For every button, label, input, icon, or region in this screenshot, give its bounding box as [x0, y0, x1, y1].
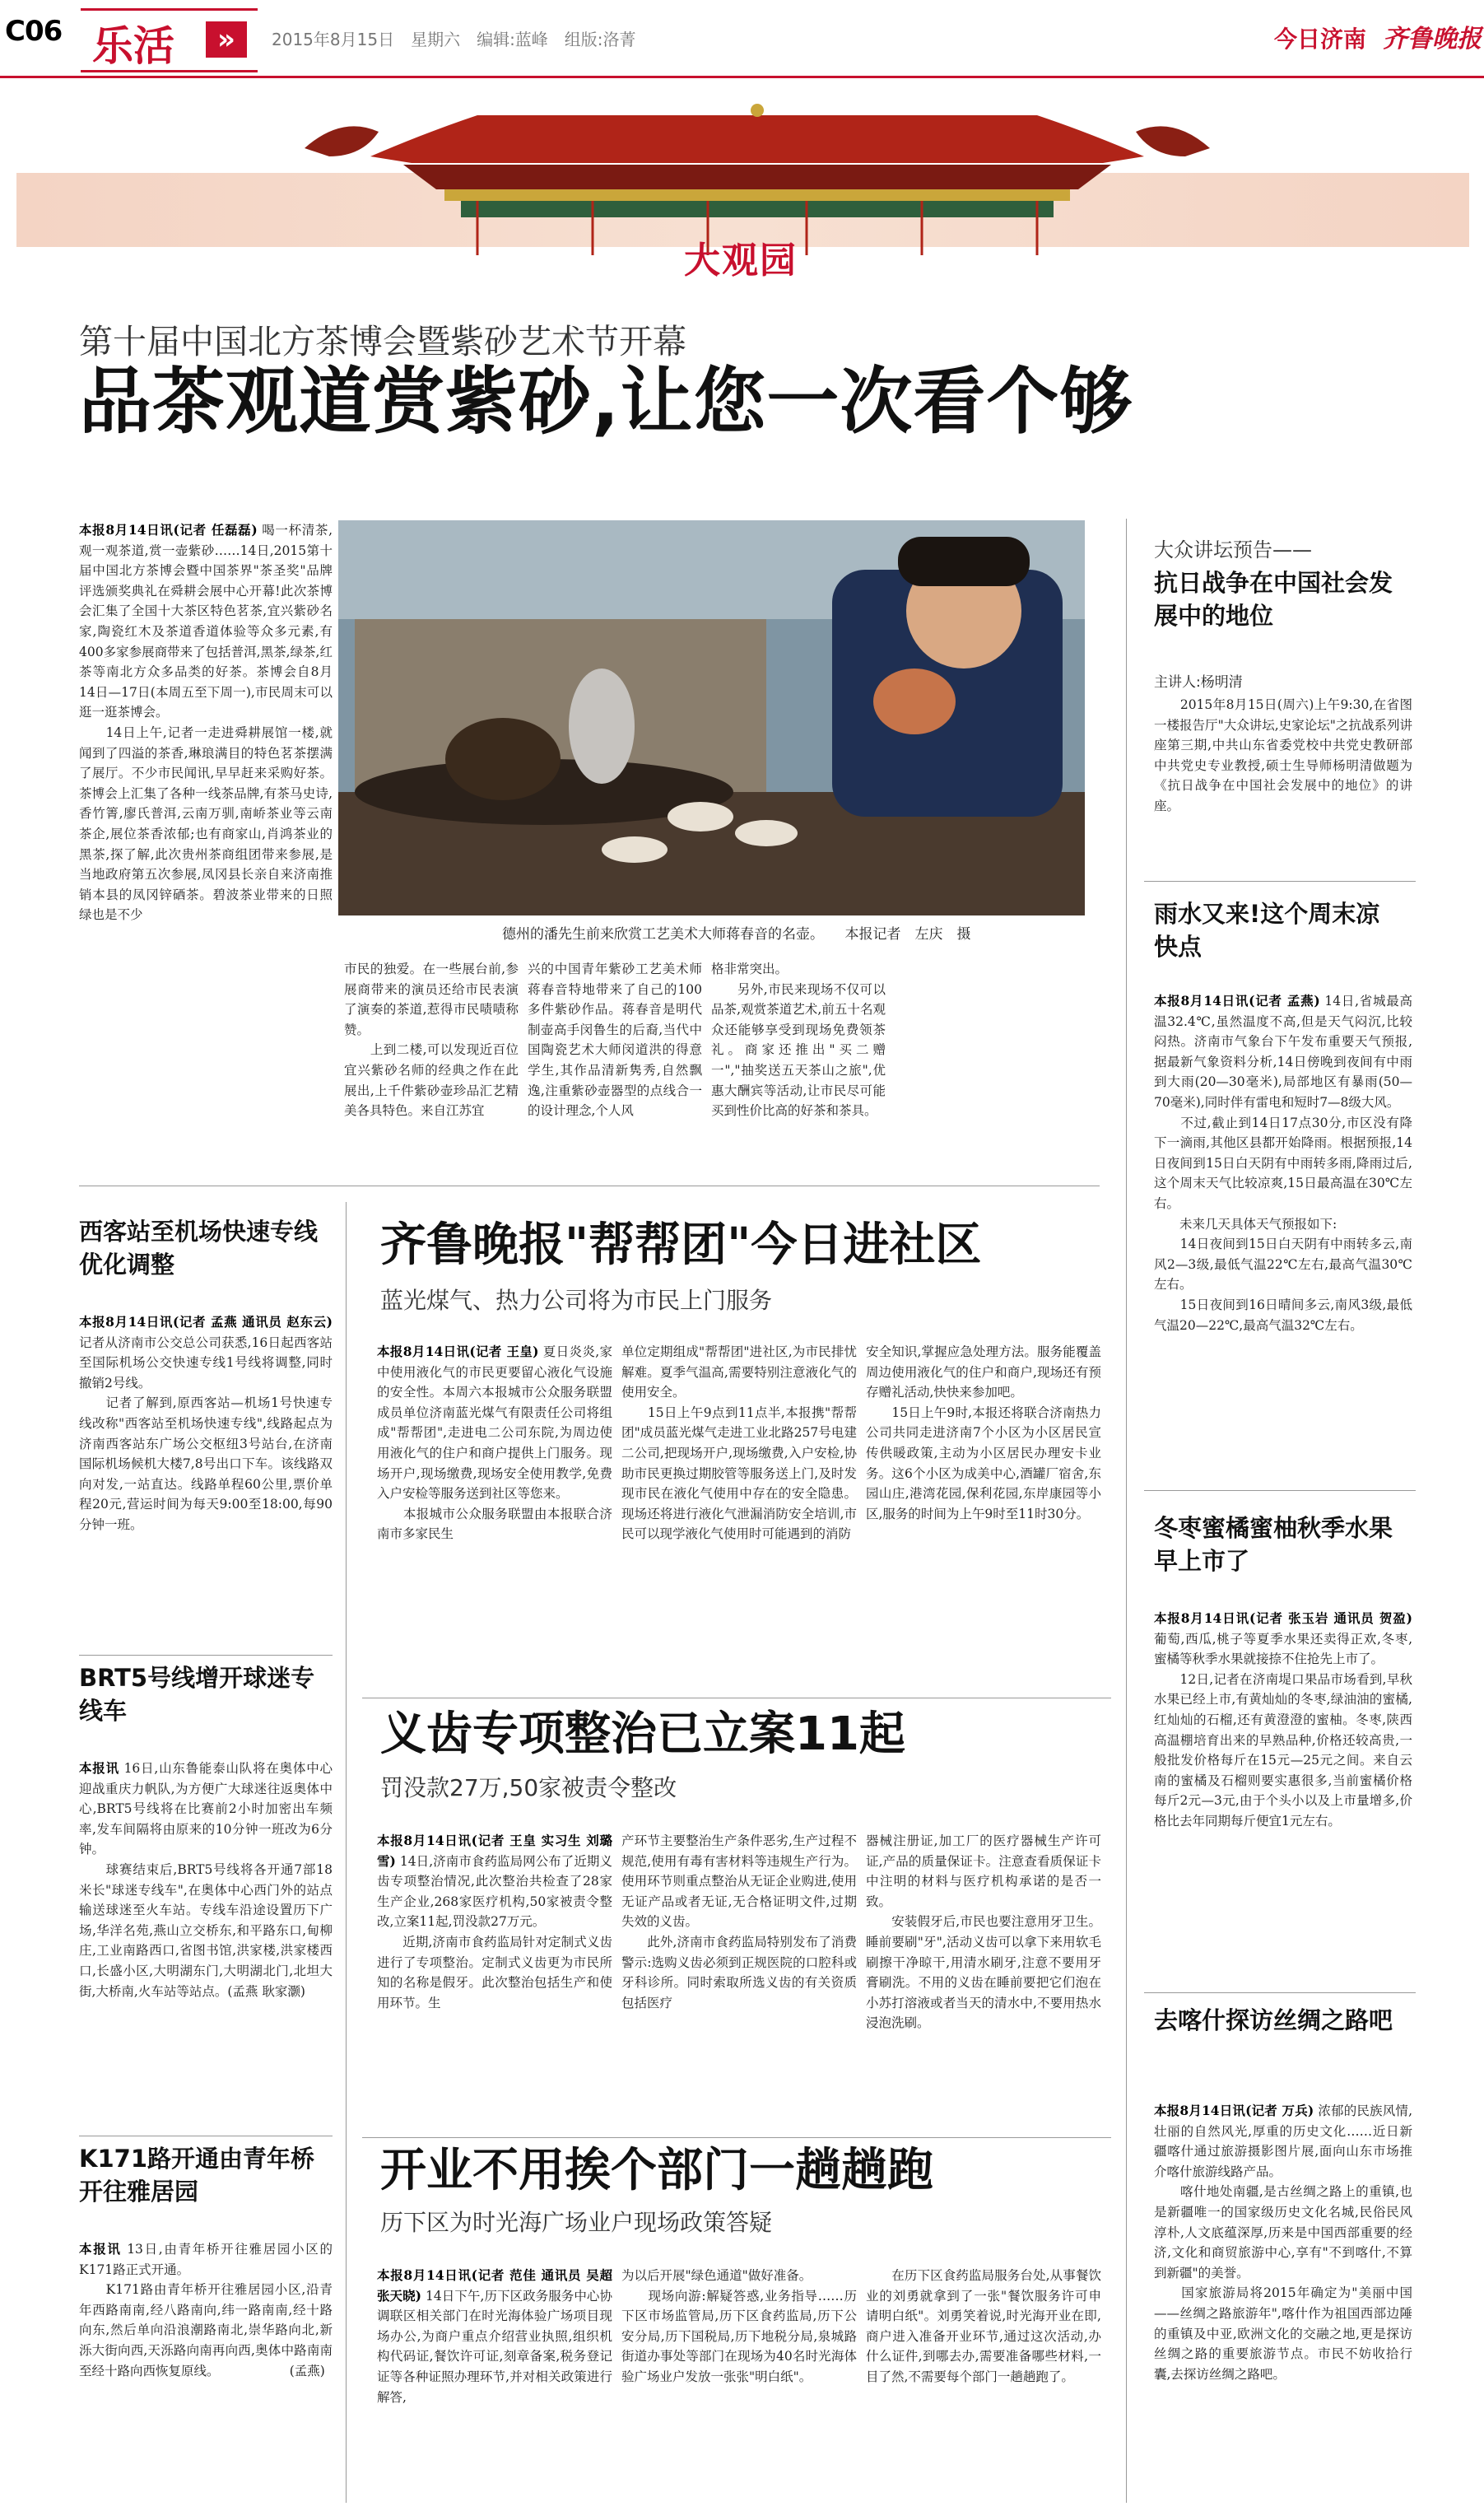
lecture-speaker: 主讲人:杨明清: [1154, 674, 1243, 691]
issue-meta: 2015年8月15日 星期六 编辑:蓝峰 组版:洛菁: [272, 30, 636, 49]
section-name: 乐活: [92, 22, 174, 70]
denture-headline: 义齿专项整治已立案11起: [380, 1707, 905, 1761]
rain-body: 本报8月14日讯(记者 孟燕) 14日,省城最高温32.4℃,虽然温度不高,但是天气闷沉,比较闷热。济南市气象台下午发布重要天气预报,据最新气象资料分析,14日傍晚到夜间有中雨到大雨(20—30毫米),局部地区有暴雨(50—70毫米),同时伴有雷电和短时7—8级大风。 不过,截止到14日17点30分,市区没有降下一滴雨,其他区县都开始降雨。根据预报,14日夜间到15日白天阴有中雨转多雨,降雨过后,这个周末天气比较凉爽,15日最高温在30℃左右。 未来几天具体天气预报如下: 14日夜间到15日白天阴有中雨转多云,南风2—3级,最低气温22℃左右,最高气温30℃左右。 15日夜间到16日晴间多云,南风3级,最低气温20—22℃,最高气温32℃左右。: [1154, 993, 1412, 1333]
bus3-headline: K171路开通由青年桥开往雅居园: [79, 2145, 315, 2206]
kashgar-headline: 去喀什探访丝绸之路吧: [1154, 2006, 1393, 2034]
section-chevron-icon: »: [206, 21, 247, 58]
bangbang-col2: 单位定期组成"帮帮团"进社区,为市民排忧解难。夏季气温高,需要特别注意液化气的使用安全。 15日上午9点到11点半,本报携"帮帮团"成员蓝光煤气走进工业北路257号电建二公司,把现场开户,现场缴费,入户安检,协助市民更换过期胶管等服务送上门,及时发现市民在液化气使用中存在的安全隐患。现场还将进行液化气泄漏消防安全培训,市民可以现学液化气使用时可能遇到的消防: [621, 1344, 857, 1542]
lead-kicker: 第十届中国北方茶博会暨紫砂艺术节开幕: [79, 322, 686, 361]
bus3-body: 本报讯 13日,由青年桥开往雅居园小区的K171路正式开通。 K171路由青年桥开往雅居园小区,沿青年西路南南,经八路南向,纬一路南南,经十路向东,然后单向沿浪潮路南北,崇华路向北,新泺大街向西,天泺路向南再向西,奥体中路南南至经十路向西恢复原线。 (孟燕): [79, 2241, 333, 2378]
masthead-rule: [0, 76, 1484, 78]
lecture-headline: 抗日战争在中国社会发展中的地位: [1154, 569, 1393, 630]
tea-photo-illustration: [338, 520, 1085, 915]
business-col1: 本报8月14日讯(记者 范佳 通讯员 吴超 张天晓) 14日下午,历下区政务服务中心协调联区相关部门在时光海体验广场项目现场办公,为商户重点介绍营业执照,组织机构代码证,餐饮许可证,刻章备案,税务登记证等各种证照办理环节,并对相关政策进行解答,: [377, 2267, 612, 2405]
banner-title: 大观园: [684, 240, 798, 282]
brand-jinan: 今日济南: [1274, 26, 1367, 53]
lead-col3: 兴的中国青年紫砂工艺美术师蒋春音特地带来了自己的100多件紫砂作品。蒋春音是明代制壶高手闵鲁生的后裔,当代中国陶瓷艺术大师闵道洪的得意学生,其作品清新隽秀,自然飘逸,注重紫砂壶器型的点线合一的设计理念,个人风: [528, 962, 702, 1119]
fruit-body: 本报8月14日讯(记者 张玉岩 通讯员 贺盈) 葡萄,西瓜,桃子等夏季水果还卖得正欢,冬枣,蜜橘等秋季水果就接捺不住抢先上市了。 12日,记者在济南堤口果品市场看到,早秋水果已经上市,有黄灿灿的冬枣,绿油油的蜜橘,红灿灿的石榴,还有黄澄澄的蜜柚。冬枣,陕西高温棚培育出来的早熟品种,价格还较高贵,一般批发价格每斤在15元—25元之间。来自云南的蜜橘及石榴则要实惠很多,当前蜜橘价格每斤2元—3元,由于个头小以及上市量增多,价格比去年同期每斤便宜1元左右。: [1154, 1610, 1412, 1829]
rain-rule: [1144, 1490, 1416, 1491]
bangbang-headline: 齐鲁晚报"帮帮团"今日进社区: [380, 1218, 982, 1272]
bus1-rule: [79, 1655, 333, 1656]
fruit-rule: [1144, 1992, 1416, 1993]
lead-headline: 品茶观道赏紫砂,让您一次看个够: [79, 359, 1133, 444]
lead-photo[interactable]: [338, 520, 1085, 915]
denture-rule: [362, 2137, 1111, 2138]
kashgar-body: 本报8月14日讯(记者 万兵) 浓郁的民族风情,壮丽的自然风光,厚重的历史文化……近日新疆喀什通过旅游摄影图片展,面向山东市场推介喀什旅游线路产品。 喀什地处南疆,是古丝绸之路上的重镇,也是新疆唯一的国家级历史文化名城,民俗民风淳朴,人文底蕴深厚,历来是中国西部重要的经济,文化和商贸旅游中心,享有"不到喀什,不算到新疆"的美誉。 国家旅游局将2015年确定为"美丽中国——丝绸之路旅游年",喀什作为祖国西部边陲的重镇及中亚,欧洲文化的交融之地,更是探访丝绸之路的重要旅游节点。市民不妨收拾行囊,去探访丝绸之路吧。: [1154, 2103, 1412, 2382]
column-divider-left: [346, 1202, 347, 2503]
lead-photo-caption: 德州的潘先生前来欣赏工艺美术大师蒋春音的名壶。 本报记者 左庆 摄: [502, 926, 971, 943]
business-headline: 开业不用挨个部门一趟趟跑: [380, 2144, 933, 2197]
denture-col1: 本报8月14日讯(记者 王皇 实习生 刘璐雪) 14日,济南市食药监局网公布了近期义齿专项整治情况,此次整治共检查了28家生产企业,268家医疗机构,50家被责令整改,立案11起,罚没款27万元。 近期,济南市食药监局针对定制式义齿进行了专项整治。定制式义齿更为市民所知的名称是假牙。此次整治包括生产和使用环节。生: [377, 1833, 612, 2010]
page-number: C06: [5, 15, 63, 48]
lead-col2: 市民的独爱。在一些展台前,参展商带来的演员还给市民表演了演奏的茶道,惹得市民啧啧称赞。 上到二楼,可以发现近百位宜兴紫砂名师的经典之作在此展出,上千件紫砂壶珍品汇艺精美各具特色。来自江苏宜: [344, 962, 519, 1119]
denture-subhead: 罚没款27万,50家被责令整改: [380, 1774, 677, 1801]
bus2-headline: BRT5号线增开球迷专线车: [79, 1664, 315, 1725]
business-subhead: 历下区为时光海广场业户现场政策答疑: [380, 2209, 773, 2236]
lecture-body: 2015年8月15日(周六)上午9:30,在省图一楼报告厅"大众讲坛,史家论坛"之抗战系列讲座第三期,中共山东省委党校中共党史教研部中共党史专业教授,硕士生导师杨明清做题为《抗日战争在中国社会发展中的地位》的讲座。: [1154, 697, 1412, 813]
denture-col3: 器械注册证,加工厂的医疗器械生产许可证,产品的质量保证卡。注意查看质保证卡中注明的材料与医疗机构承诺的是否一致。 安装假牙后,市民也要注意用牙卫生。睡前要刷"牙",活动义齿可以拿下来用软毛刷擦干净晾干,用清水刷牙,注意不要用牙膏刷洗。不用的义齿在睡前要把它们泡在小苏打溶液或者当天的清水中,不要用热水浸泡洗刷。: [866, 1833, 1101, 2031]
fruit-headline: 冬枣蜜橘蜜柚秋季水果早上市了: [1154, 1514, 1393, 1575]
lead-col4: 格非常突出。 另外,市民来现场不仅可以品茶,观赏茶道艺术,前五十名观众还能够享受到现场免费领茶礼。商家还推出"买二赠一","抽奖送五天茶山之旅",优惠大酬宾等活动,让市民尽可能买到性价比高的好茶和茶具。: [711, 962, 886, 1119]
bangbang-subhead: 蓝光煤气、热力公司将为市民上门服务: [380, 1287, 773, 1314]
bus1-headline: 西客站至机场快速专线优化调整: [79, 1218, 319, 1279]
column-divider-right: [1126, 519, 1127, 2503]
lead-col1: 本报8月14日讯(记者 任磊磊) 喝一杯清茶,观一观茶道,赏一壶紫砂……14日,2015第十届中国北方茶博会暨中国茶界"茶圣奖"品牌评选颁奖典礼在舜耕会展中心开幕!此次茶博会汇集了全国十大茶区特色茗茶,宜兴紫砂名家,陶瓷红木及茶道香道体验等众多元素,有400多家参展商带来了包括普洱,黑茶,绿茶,红茶等南北方众多品类的好茶。茶博会自8月14日—17日(本周五至下周一),市民周末可以逛一逛茶博会。 14日上午,记者一走进舜耕展馆一楼,就闻到了四溢的茶香,琳琅满目的特色茗茶摆满了展厅。不少市民闻讯,早早赶来采购好茶。茶博会上汇集了各种一线茶品牌,有茶马史诗,香竹箐,廖氏普洱,云南万驯,南峤茶业等云南茶企,展位茶香浓郁;也有商家山,肖鸿茶业的黑茶,探了解,此次贵州茶商组团带来参展,是当地政府第五次参展,凤冈县长亲自来济南推销本县的凤冈锌硒茶。碧波茶业带来的日照绿也是不少: [79, 522, 333, 923]
bus1-body: 本报8月14日讯(记者 孟燕 通讯员 赵东云) 记者从济南市公交总公司获悉,16日起西客站至国际机场公交快速专线1号线将调整,同时撤销2号线。 记者了解到,原西客站—机场1号快速专线改称"西客站至机场快速专线",线路起点为济南西客站东广场公交枢纽3号站台,在济南国际机场候机大楼7,8号出口下车。该线路双向对发,一站直达。线路单程60公里,票价单程20元,营运时间为每天9:00至18:00,每90分钟一班。: [79, 1314, 333, 1532]
bangbang-col3: 安全知识,掌握应急处理方法。服务能覆盖周边使用液化气的住户和商户,现场还有预存赠礼活动,快快来参加吧。 15日上午9时,本报还将联合济南热力公司共同走进济南7个小区为小区居民宣传供暖政策,主动为小区居民办理安卡业务。这6个小区为成美中心,酒罐厂宿舍,东园山庄,港湾花园,保利花园,东岸康园等小区,服务的时间为上午9时至11时30分。: [866, 1344, 1101, 1521]
masthead: [0, 0, 1484, 82]
business-col3: 在历下区食药监局服务台处,从事餐饮业的刘勇就拿到了一张"餐饮服务许可申请明白纸"。刘勇笑着说,时光海开业在即,商户进入准备开业环节,通过这次活动,办什么证件,到哪去办,需要准备哪些材料,一目了然,不需要每个部门一趟趟跑了。: [866, 2268, 1101, 2384]
lecture-rule: [1144, 881, 1416, 882]
bangbang-col1: 本报8月14日讯(记者 王皇) 夏日炎炎,家中使用液化气的市民更要留心液化气设施的安全性。本周六本报城市公众服务联盟成员单位济南蓝光煤气有限责任公司将组成"帮帮团",走进电二公司东院,为周边使用液化气的住户和商户提供上门服务。现场开户,现场缴费,现场安全使用教学,免费入户安检等服务送到社区等您来。 本报城市公众服务联盟由本报联合济南市多家民生: [377, 1344, 612, 1542]
lecture-kicker: 大众讲坛预告——: [1154, 538, 1312, 561]
business-col2: 为以后开展"绿色通道"做好准备。 现场向游:解疑答惑,业务指导……历下区市场监管局,历下区食药监局,历下公安分局,历下国税局,历下地税分局,泉城路街道办事处等部门在现场为40名时光海体验广场业户发放一张张"明白纸"。: [621, 2268, 857, 2384]
denture-col2: 产环节主要整治生产条件恶劣,生产过程不规范,使用有毒有害材料等违规生产行为。使用环节则重点整治从无证企业购进,使用无证产品或者无证,无合格证明文件,过期失效的义齿。 此外,济南市食药监局特别发布了消费警示:选购义齿必须到正规医院的口腔科或牙科诊所。同时索取所选义齿的有关资质包括医疗: [621, 1833, 857, 2010]
brand-logo: 齐鲁晚报: [1383, 25, 1482, 54]
rain-headline: 雨水又来!这个周末凉快点: [1154, 900, 1380, 961]
bus2-body: 本报讯 16日,山东鲁能泰山队将在奥体中心迎战重庆力帆队,为方便广大球迷往返奥体中心,BRT5号线将在比赛前2小时加密出车频率,发车间隔将由原来的10分钟一班改为6分钟。 球赛结束后,BRT5号线将各开通7部18米长"球迷专线车",在奥体中心西门外的站点输送球迷至火车站。专线车沿途设置历下广场,华洋名苑,燕山立交桥东,和平路东口,甸柳庄,工业南路西口,省图书馆,洪家楼,洪家楼西口,长盛小区,大明湖东门,大明湖北门,北坦大街,大桥南,火车站等站点。(孟燕 耿家灏): [79, 1760, 333, 1999]
